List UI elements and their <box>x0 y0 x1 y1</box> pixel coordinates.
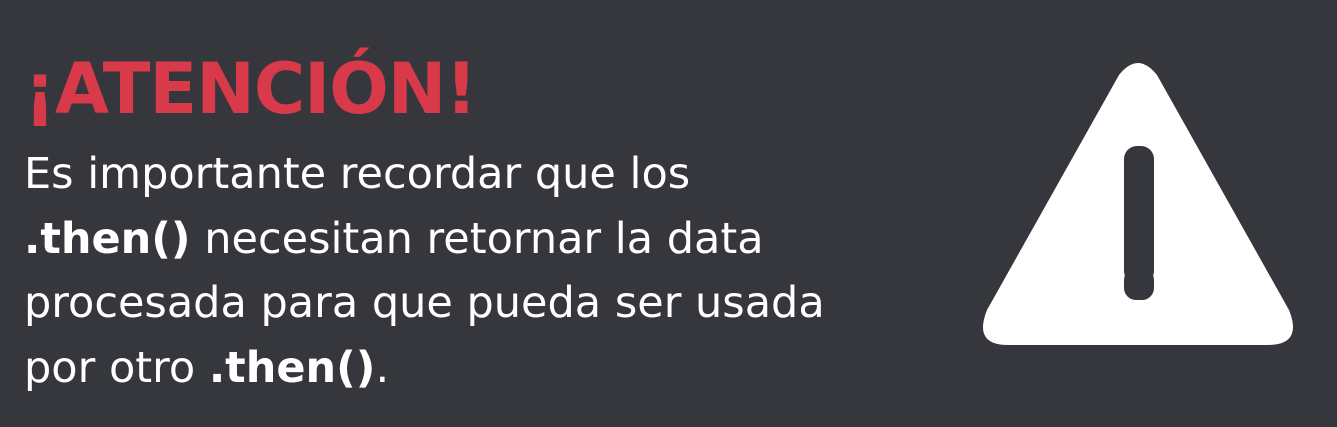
exclamation-dot <box>1124 268 1154 300</box>
message-line-2 <box>24 207 924 272</box>
banner-message <box>24 142 924 400</box>
then-code-1: .then() <box>24 213 191 264</box>
then-code-2: .then() <box>208 342 376 393</box>
message-line-4 <box>24 336 924 401</box>
banner-title: ¡ATENCIÓN! <box>24 48 477 130</box>
message-line-1: Es importante recordar que los <box>24 149 691 199</box>
message-line-3: procesada para que pueda ser usada <box>24 278 825 328</box>
exclamation-bar <box>1124 146 1154 284</box>
message-line-4-end: . <box>375 342 390 393</box>
warning-icon <box>978 58 1298 348</box>
message-line-2-text: necesitan retornar la data <box>190 213 764 264</box>
message-line-4-text: por otro <box>24 342 209 393</box>
